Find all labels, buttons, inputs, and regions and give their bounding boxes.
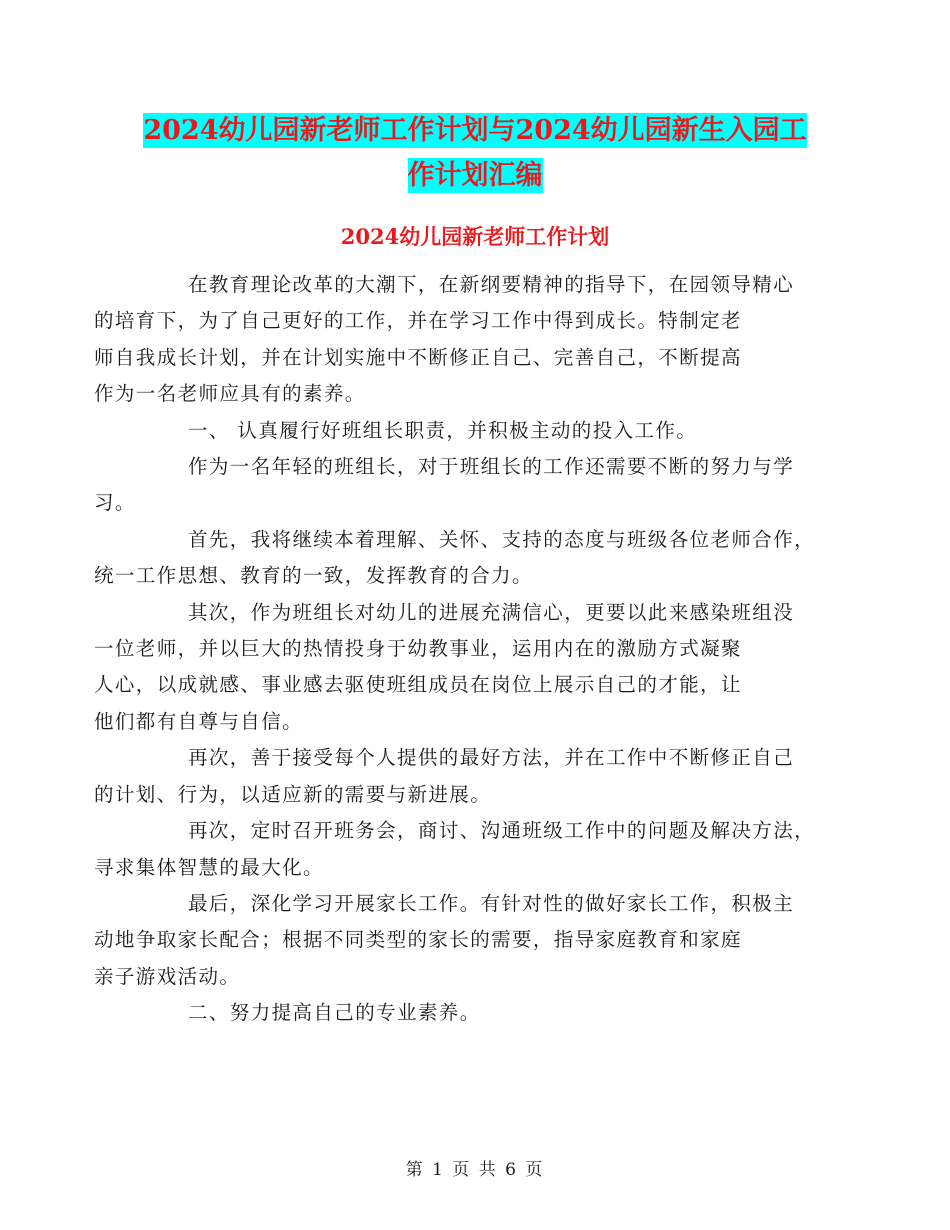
paragraph-line: 习。 [94, 491, 136, 515]
paragraph-line: 二、努力提高自己的专业素养。 [188, 1001, 481, 1025]
paragraph-line: 在教育理论改革的大潮下，在新纲要精神的指导下，在园领导精心 [188, 273, 795, 296]
document-title-line-1: 2024幼儿园新老师工作计划与2024幼儿园新生入园工 [143, 115, 807, 146]
paragraph-line: 动地争取家长配合；根据不同类型的家长的需要，指导家庭教育和家庭 [94, 928, 742, 952]
paragraph-line: 再次，定时召开班务会，商讨、沟通班级工作中的问题及解决方法， [188, 819, 816, 843]
paragraph [94, 522, 816, 595]
paragraph-line: 一、 认真履行好班组长职责，并积极主动的投入工作。 [188, 418, 698, 442]
paragraph [94, 813, 816, 886]
paragraph-line: 的培育下，为了自己更好的工作，并在学习工作中得到成长。特制定老 [94, 309, 742, 333]
paragraph-line: 作为一名老师应具有的素养。 [94, 382, 366, 406]
paragraph-line: 的计划、行为，以适应新的需要与新进展。 [94, 782, 492, 806]
document-title [0, 108, 950, 198]
section-title: 2024幼儿园新老师工作计划 [340, 224, 610, 249]
paragraph-line: 最后，深化学习开展家长工作。有针对性的做好家长工作，积极主 [188, 891, 795, 915]
paragraph-line: 作为一名年轻的班组长，对于班组长的工作还需要不断的努力与学 [188, 455, 795, 479]
paragraph-line: 他们都有自尊与自信。 [94, 709, 304, 733]
paragraph [94, 267, 801, 413]
paragraph-line: 再次，善于接受每个人提供的最好方法，并在工作中不断修正自己 [188, 746, 795, 770]
paragraph [141, 995, 801, 1031]
paragraph [94, 595, 801, 741]
paragraph-line: 统一工作思想、教育的一致，发挥教育的合力。 [94, 564, 533, 588]
paragraph [94, 886, 801, 995]
paragraph-line: 人心，以成就感、事业感去驱使班组成员在岗位上展示自己的才能，让 [94, 673, 742, 697]
document-title-line-2: 作计划汇编 [407, 160, 543, 191]
paragraph-line: 一位老师，并以巨大的热情投身于幼教事业，运用内在的激励方式凝聚 [94, 637, 742, 661]
paragraph [94, 740, 801, 813]
paragraph-line: 首先，我将继续本着理解、关怀、支持的态度与班级各位老师合作， [188, 527, 816, 551]
paragraph-line: 亲子游戏活动。 [94, 964, 241, 988]
paragraph-line: 其次，作为班组长对幼儿的进展充满信心，更要以此来感染班组没 [188, 600, 795, 624]
paragraph-line: 师自我成长计划，并在计划实施中不断修正自己、完善自己，不断提高 [94, 345, 742, 369]
page-footer: 第 1 页 共 6 页 [405, 1160, 545, 1180]
document-body [94, 267, 816, 1032]
paragraph [141, 413, 801, 449]
paragraph-line: 寻求集体智慧的最大化。 [94, 855, 324, 879]
paragraph [94, 449, 801, 522]
